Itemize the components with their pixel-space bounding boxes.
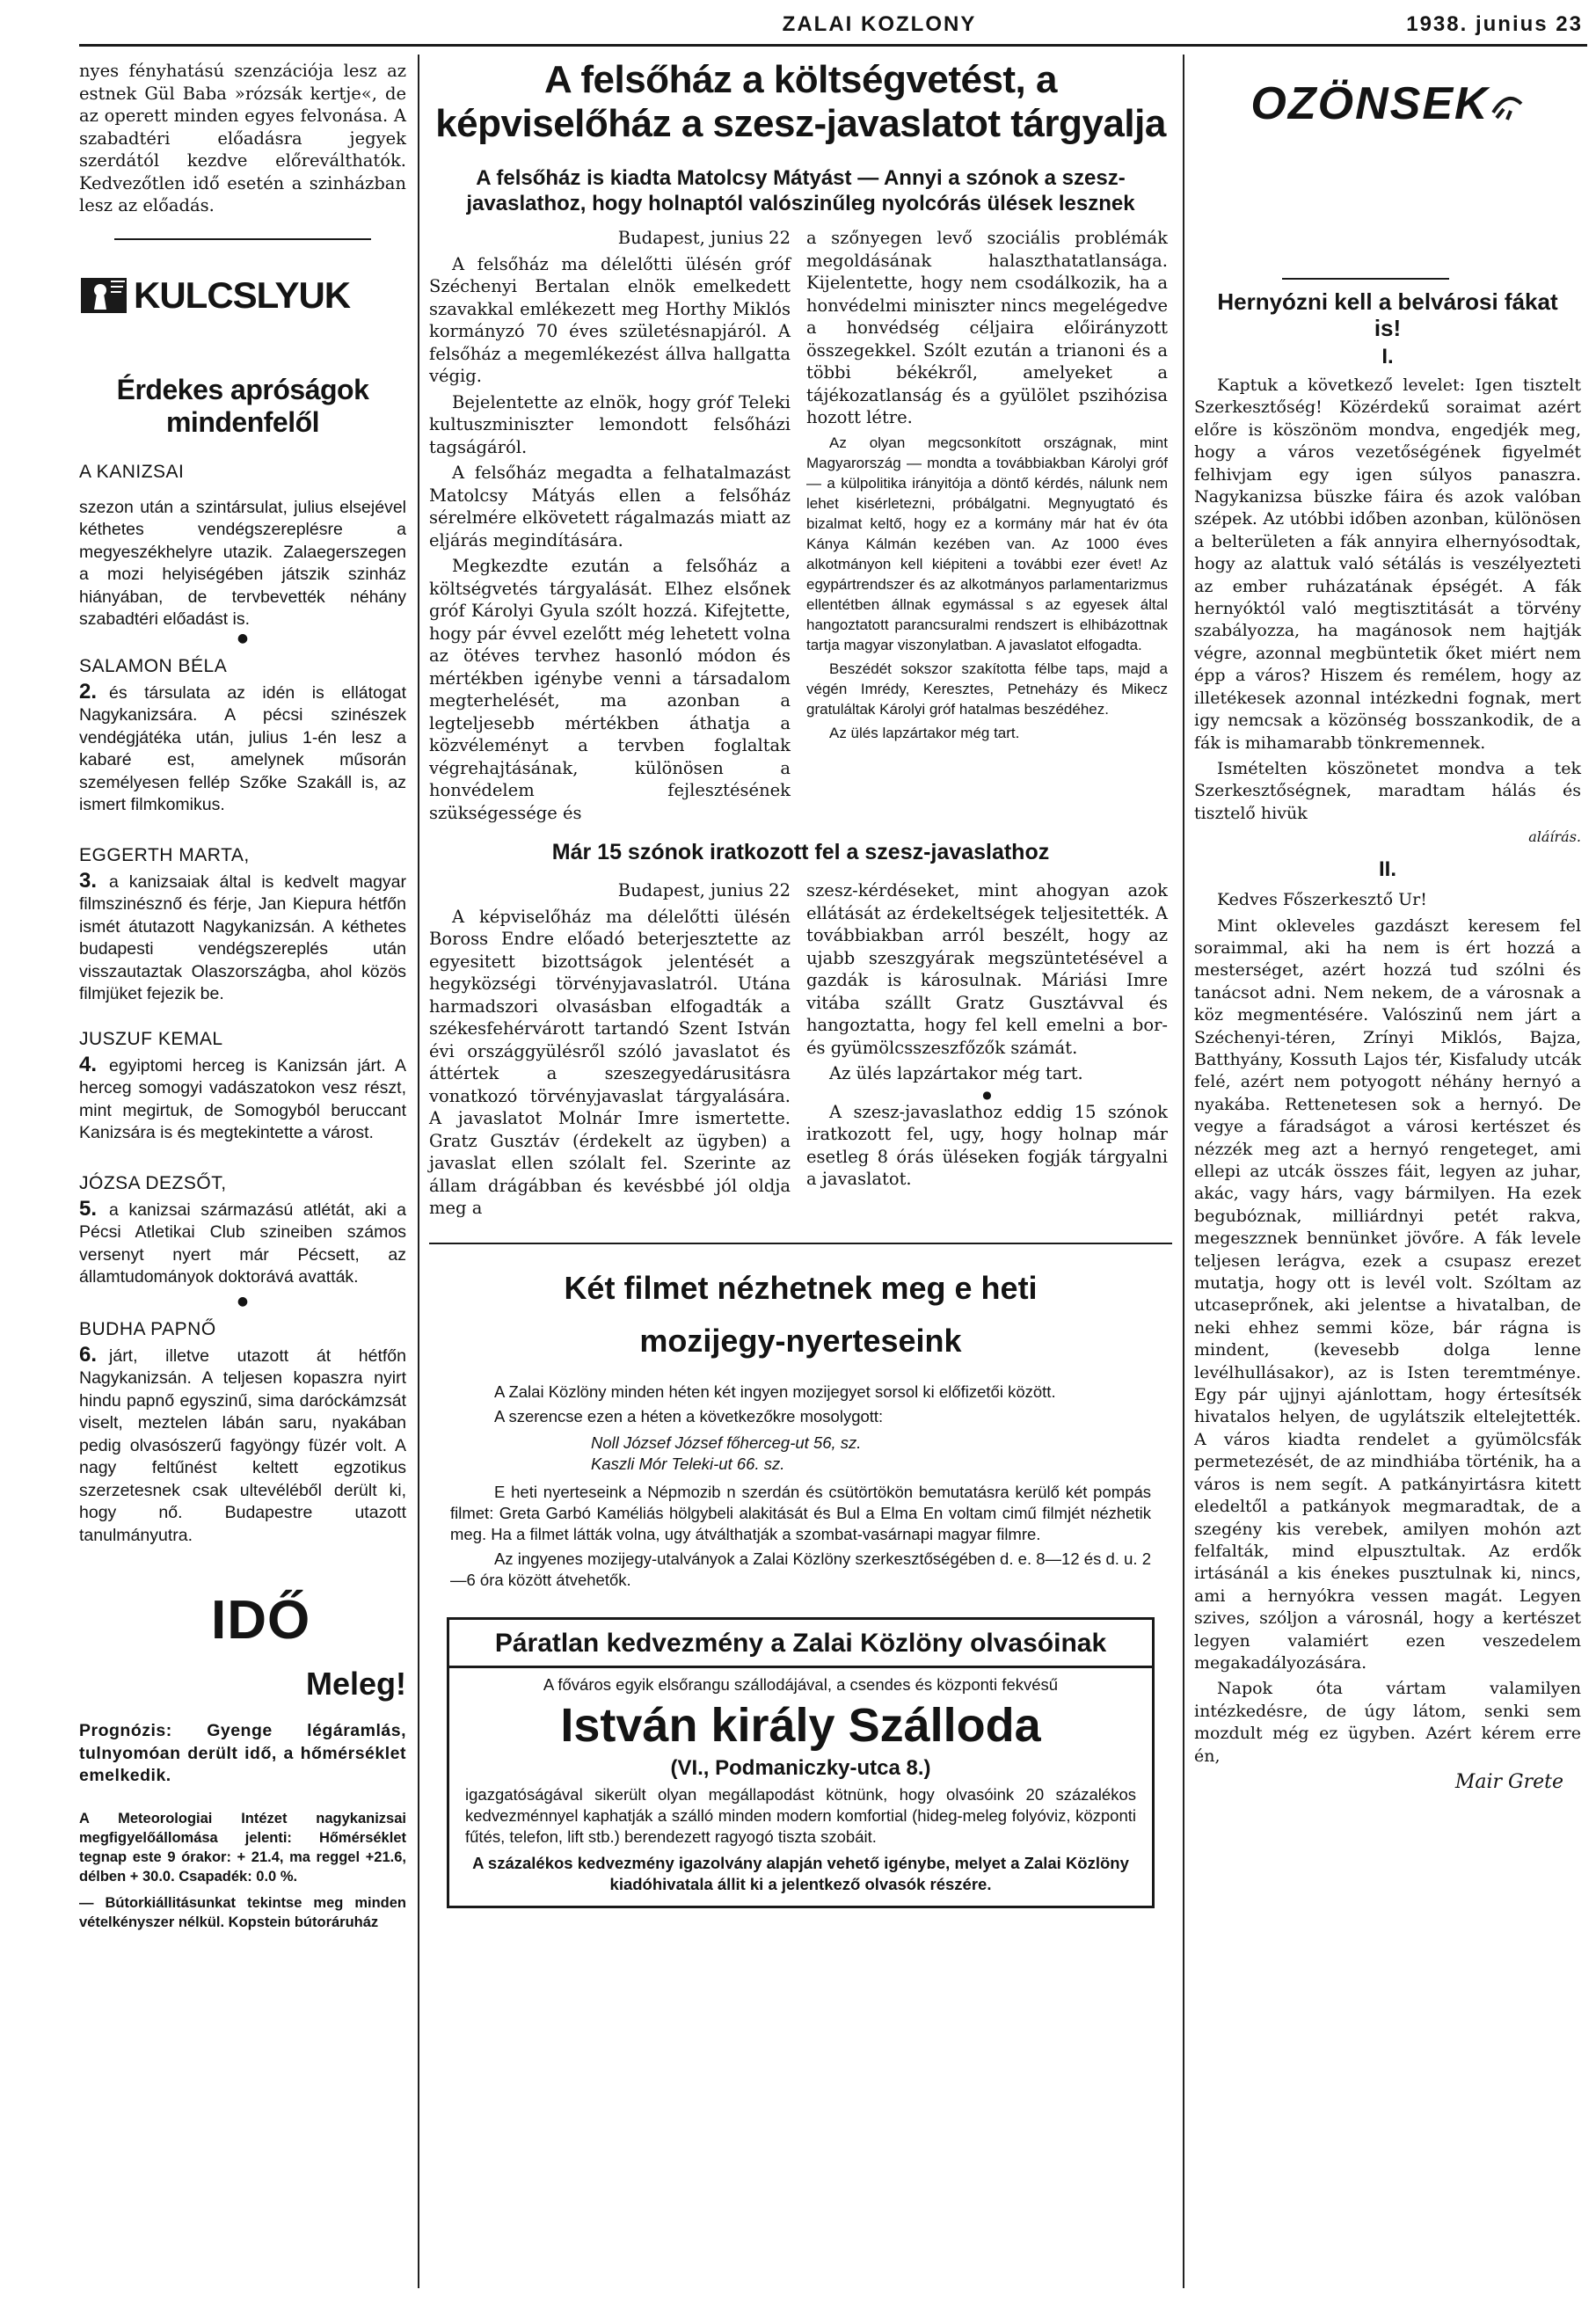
ad-hotel-name: István király Szálloda [560,1698,1041,1752]
item-text: 5. a kanizsai származású atlétát, aki a Pécsi Atletikai Club szineiben számos versenyt nyert már Pécsett, az államtudományok doktorává avatták. [79,1196,406,1287]
main-subhead: A felsőház is kiadta Matolcsy Mátyást — Annyi a szónok a szesz-javaslathoz, hogy holnaptól valószinűleg nyolcórás ülések lesznek [466,166,1135,215]
paragraph: Beszédét sokszor szakította félbe taps, majd a végén Imrédy, Keresztes, Petneházy és Mikecz gratuláltak Károlyi gróf hatalmas beszédéhez. [806,660,1168,718]
item-name: JÓZSA DEZSŐT, [79,1172,227,1193]
story-column [429,227,791,828]
paragraph: Az olyan megcsonkított országnak, mint Magyarország — mondta a továbbiakban Károlyi gróf — a külpolitika irányitója a döntő kérdés, nálunk nem lehet kisérletezni, próbálgatni. Megnyugtató és bizalmat keltő, hogy ez a kormány már hat év óta Kánya Kálmán kezében van. Az 1000 éves alkotmányon kell kiépiteni a további ezer évet! Az egypártrendszer és az alkotmányos parlamentarizmus ellentétben állnak egymással s az egyesek által hangoztatott parancsuralmi rendszert is elhibázottnak tartja magyar viszonylatban. A javaslatot elfogadta. [806,434,1168,653]
story-felsohaz [429,227,1172,828]
paragraph: szesz-kérdéseket, mint ahogyan azok ellátását az érdekeltségek teljesitették. A továbbiakban arról beszélt, hogy az ujabb szeszgyárak megszüntetésével a gazdák is károsulnak. Máriási Imre vitába szállt Gratz Gusztávval és hangoztatta, hogy fel kell emelni a bor- és gyümölcsszeszfőzők számát. [806,880,1168,1058]
item-text: 4. egyiptomi herceg is Kanizsán járt. A herceg somogyi vadászatokon vesz részt, mint megirtuk, de Somogyból beruccant Kanizsára is és megtekintette a várost. [79,1052,406,1142]
headline-2: Már 15 szónok iratkozott fel a szesz-javaslathoz [551,840,1050,864]
bullet: ● [982,1088,992,1101]
paragraph: Az ülés lapzártakor még tart. [829,724,1020,741]
paragraph: Az ingyenes mozijegy-utalványok a Zalai Közlöny szerkesztőségében d. e. 8—12 és d. u. 2—6 óra között átvehetők. [450,1549,1151,1589]
item-name: EGGERTH MARTA, [79,844,250,865]
news-item [79,1319,406,1548]
ido-logo: IDŐ [211,1590,311,1651]
right-column [1194,60,1581,1793]
column-rule [418,55,419,2288]
hotel-advertisement [447,1617,1155,1908]
film-headline: Két filmet nézhetnek meg e heti mozijegy-nyerteseink [564,1269,1038,1359]
item-number: 4. [79,1052,98,1076]
news-item [79,656,406,817]
paragraph: A felsőház ma délelőtti ülésén gróf Széchenyi Bertalan elnök emelkedett szavakkal emlékezett meg Horthy Miklós kormányzó 70 éves születésnapjáról. A felsőház a megemlékezést állva hallgatta végig. [429,253,791,386]
bullet: ● [237,1294,249,1309]
story-column [806,879,1168,1223]
item-number: 2. [79,679,98,704]
kulcslyuk-title: KULCSLYUK [134,273,351,316]
paragraph: Az ülés lapzártakor még tart. [829,1063,1083,1083]
dateline: Budapest, junius 22 [617,880,791,900]
paragraph: A szesz-javaslathoz eddig 15 szónok iratkozott fel, ugy, hogy holnap már esetleg 8 órás üléseken fogják tárgyalni a javaslatot. [806,1101,1168,1189]
running-head-paper-name: ZALAI KOZLONY [782,12,977,36]
news-item [79,1173,406,1289]
furniture-notice: — Bútorkiállitásunkat tekintse meg minden vételkényszer nélkül. Kopstein bútoráruház [79,1894,406,1930]
letter-number: II. [1378,857,1396,882]
running-head-rule [79,44,1587,47]
ad-title: Páratlan kedvezmény a Zalai Közlöny olvasóinak [449,1629,1152,1668]
signature: aláírás. [1528,828,1581,846]
winner: Noll József József főherceg-ut 56, sz. [591,1433,862,1452]
item-number: 6. [79,1342,98,1367]
item-text: 6. járt, illetve utazott át hétfőn Nagykanizsán. A teljesen kopaszra nyirt hindu papnő egyszinű, sima daróckámzsát viselt, meztelen lábán saru, nyakában pedig olvasószerű fagyöngy füzér volt. A nagy feltűnést keltett egzotikus szerzetesnek csak ultevéléből derült ki, hogy nő. Budapestre utazott tanulmányutra. [79,1342,406,1545]
running-head-date: 1938. junius 23 [1406,12,1583,36]
ad-intro: A főváros egyik elsőrangu szállodájával, a csendes és központi fekvésű [543,1674,1059,1694]
middle-column [429,58,1172,1908]
news-item [79,462,406,631]
weather-title: Meleg! [305,1666,406,1702]
section-title: Érdekes apróságok mindenfelől [116,373,369,438]
met-report: A Meteorologiai Intézet nagykanizsai megfigyelőállomása jelenti: Hőmérséklet tegnap este 9 órakor: + 21.4, ma reggel +21.6, délben + 30.0. Csapadék: 0.0 %. [79,1810,406,1885]
letter-number: I. [1381,345,1394,368]
item-number: 5. [79,1196,98,1221]
paragraph: E heti nyerteseink a Népmozib n szerdán és csütörtökön bemutatásra kerülő két pompás filmet: Greta Garbó Kaméliás hölgybeli alakitását és Bul a Elma En voltam cimű filmjét nézhetik meg. Ha a filmet látták volna, ugy átválthatják a szombat-vasárnapi magyar filmre. [450,1482,1151,1543]
item-text: 3. a kanizsaiak által is kedvelt magyar filmszinésznő és férje, Jan Kiepura hétfőn ismét átutazott Nagykanizsán. A kéthetes budapesti vendégszereplés után visszautaztak Olaszországba, ahol közös filmjüket fejezik be. [79,868,406,1003]
main-headline: A felsőház a költségvetést, a képviselőház a szesz-javaslatot tárgyalja [435,58,1166,145]
paragraph: Kedves Főszerkesztő Ur! [1217,890,1427,910]
item-number: 3. [79,868,98,893]
ad-address: (VI., Podmaniczky-utca 8.) [670,1755,931,1780]
divider [1282,278,1449,280]
intro-paragraph: nyes fényhatású szenzációja lesz az estnek Gül Baba »rózsák kertje«, de az operett minden egyes felvonása. A szabadtéri előadásra jegyek szerdától kezdve előreválthatók. Kedvezőtlen idő esetén a szinházban lesz az előadás. [79,61,406,215]
sprinkle-icon [1490,86,1525,121]
story-kepviselohaz [429,879,1172,1223]
ad-body: igazgatóságával sikerült olyan megállapodást kötnünk, hogy olvasóink 20 százalékos kedvezménnyel kaphatják a szálló minden modern komfortial (hideg-meleg folyóviz, központi fűtés, telefon, lift stb.) berendezett ragyogó tiszta szobáit. [465,1784,1136,1846]
item-name: A KANIZSAI [79,461,185,482]
letters-title: Hernyózni kell a belvárosi fákat is! [1217,288,1558,341]
column-rule [1183,55,1184,2288]
item-name: BUDHA PAPNŐ [79,1318,216,1339]
weather-forecast: Prognózis: Gyenge légáramlás, tulnyomóan derült idő, a hőmérséklet emelkedik. [79,1721,406,1785]
paragraph: Ismételten köszönetet mondva a tek Szerkesztőségnek, maradtam hálás és tisztelő hivük [1194,758,1581,823]
kulcslyuk-logo [79,265,406,326]
news-item [79,1029,406,1145]
ozonse-logo-text: OZÖNSEK [1250,78,1490,129]
left-column [79,60,406,1932]
film-section [429,1382,1172,1591]
paragraph: A képviselőház ma délelőtti ülésén Boross Endre előadó beterjesztette az egyesitett bizottságok jelentését a hegyközségi törvényjavaslatról. Utána harmadszori olvasásban elfogadták a székesfehérvárott tartandó Szent István évi országgyülésről szóló javaslatot és áttértek a szeszegyedárusitásra vonatkozó törvényjavaslat tárgyalására. A javaslatot Molnár Imre ismertette. Gratz Gusztáv (érdekelt az ügyben) a javaslat ellen szólalt fel. Szerinte az állam drágábban és kevésbbé jól oldja meg a [429,906,791,1218]
story-column [806,227,1168,828]
paragraph: Bejelentette az elnök, hogy gróf Teleki kultuszminiszter lemondott felsőházi tagságáról. [429,391,791,457]
item-name: JUSZUF KEMAL [79,1028,223,1049]
signature: Mair Grete [1454,1770,1563,1793]
bullet: ● [237,631,249,645]
dateline: Budapest, junius 22 [617,228,791,248]
item-text: 2. és társulata az idén is ellátogat Nagykanizsára. A pécsi szinészek vendégjátéka után, julius 1-én lesz a kabaré est, amelynek műsorán személyesen fellép Szőke Szakáll is, az ismert filmkomikus. [79,679,406,814]
paragraph: Mint okleveles gazdászt keresem fel soraimmal, aki ha nem is ért hozzá a mesterséget, azért hozzá tud szólni és tanácsot adni. Nem nekem, de a városnak a köz megmentésére. Valószinű nem járt a Széchenyi-téren, Zrínyi Miklós, Bajza, Batthyány, Kossuth Lajos tér, Kisfaludy utcák felé, azért nem potyogott néhány hernyó a nyakába. Rettenetesen sok a hernyó. De vegye a fáradságot a városi kertészet és nézzék meg azt a hernyó rengeteget, ami ellepi az utcák összes fáit, legyen az juhar, akác, vagy hárs, vagy bármilyen. Ha ezek begubóznak, milliárdnyi petét rakva, megeszznek bennünket jövőre. A fák levele teljesen lerágva, ezek a csupasz erezet mutatja, hogy ott is levél volt. Szóltam az utcaseprőnek, aki jelentse a hivatalban, de neki ehhez semmi köze, bár rágna is mindent, (kevesebb dolga lenne levélhullásakor), az is Isten teremtménye. Egy pár ujjnyi ajánlottam, hogy értesítsék hivatalos helyen, de ugylátszik eltelejtették. A város kiadta rendelet a gyümölcsfák permetezését, de az mindhiába történik, ha a város is nem segít. A patkányirtásra kitett eledeltől a patkányok megmaradtak, de a szegény kis verebek, amilyen mohón azt felfalták, mind elpusztultak. Az erdők irtásánál a kis énekes pusztulnak ki, nincs, ami a hernyókra vessen magát. Legyen szives, szóljon a városnál, hogy a kertészet legyen valamiért ezen veszedelem megakadályozására. [1194,915,1581,1673]
paragraph: A Zalai Közlöny minden héten két ingyen mozijegyet sorsol ki előfizetői között. [494,1382,1056,1401]
paragraph: a szőnyegen levő szociális problémák megoldásának halaszthatatlansága. Kijelentette, hogy nem csodálkozik, ha a honvédelmi miniszter nincs megelégedve a honvédség céljaira előirányzott összegekkel. Szólt ezután a trianoni és a többi békékről, amelyeket a tájékozatlanság és a gyülölet pszihózisa hozott létre. [806,228,1168,427]
paragraph: Megkezdte ezután a felsőház a költségvetés tárgyalását. Elhez elsőnek gróf Károlyi Gyula szólt hozzá. Kifejtette, hogy pár évvel ezelőtt még lehetett volna az ötéves tervhez hasonló módon és mértékben igénybe venni a társadalom megterhelését, ma azonban a legteljesebb mértékben áthatja a közvéleményt a tervben foglaltak végrehajtásának, különösen a honvédelem fejlesztésének szükségessége és [429,556,791,823]
ad-footer: A százalékos kedvezmény igazolvány alapján vehető igénybe, melyet a Zalai Közlöny kiadóhivatala állit ki a jelentkező olvasók részére. [472,1853,1129,1893]
paragraph: A szerencse ezen a héten a következőkre mosolygott: [494,1406,884,1425]
winner: Kaszli Mór Teleki-ut 66. sz. [591,1454,785,1473]
paragraph: Napok óta vártam valamilyen intézkedésre, de úgy látom, senki sem mozdult még ez ügyben. Azért kérem erre én, [1194,1679,1581,1766]
item-text: szezon után a szintársulat, julius elsejével kéthetes vendégszereplésre a megyeszékhelyre utazik. Zalaegerszegen a mozi helyiségében játszik szinház hiányában, de tervbevették néhány szabadtéri előadást is. [79,497,406,629]
story-column [429,879,791,1223]
news-item [79,845,406,1006]
divider [429,1243,1172,1244]
divider [114,238,371,240]
keyhole-icon [79,274,128,317]
ozonse-logo [1194,60,1581,148]
item-name: SALAMON BÉLA [79,655,228,676]
paragraph: Kaptuk a következő levelet: Igen tisztelt Szerkesztőség! Közérdekű soraimat azért előre is köszönöm mondva, engedjék meg, hogy a város vezetőségének figyelmét felhivjam egy igen súlyos panaszra. Nagykanizsa büszke fáira és azok valóban szépek. Az utóbbi időben azonban, különösen a belterületen a fák annyira elhernyósodtak, hogy az alattuk való sétálás is veszélyezteti az ember ruházatának épségét. A fák hernyóktól való megtisztitását a törvény szabályozza, ha magánosok nem hajtják végre, azonnal megbüntetik őket miért nem épp a város? Hiszem és remélem, hogy az illetékesek azonnal intézkedni fognak, mert igy nemcsak a közönség bosszankodik, de a fák is mihamarabb tönkremennek. [1194,375,1581,753]
paragraph: A felsőház megadta a felhatalmazást Matolcsy Mátyás ellen a felsőház sérelmére elkövetett rágalmazás miatt az eljárás megindítására. [429,463,791,550]
